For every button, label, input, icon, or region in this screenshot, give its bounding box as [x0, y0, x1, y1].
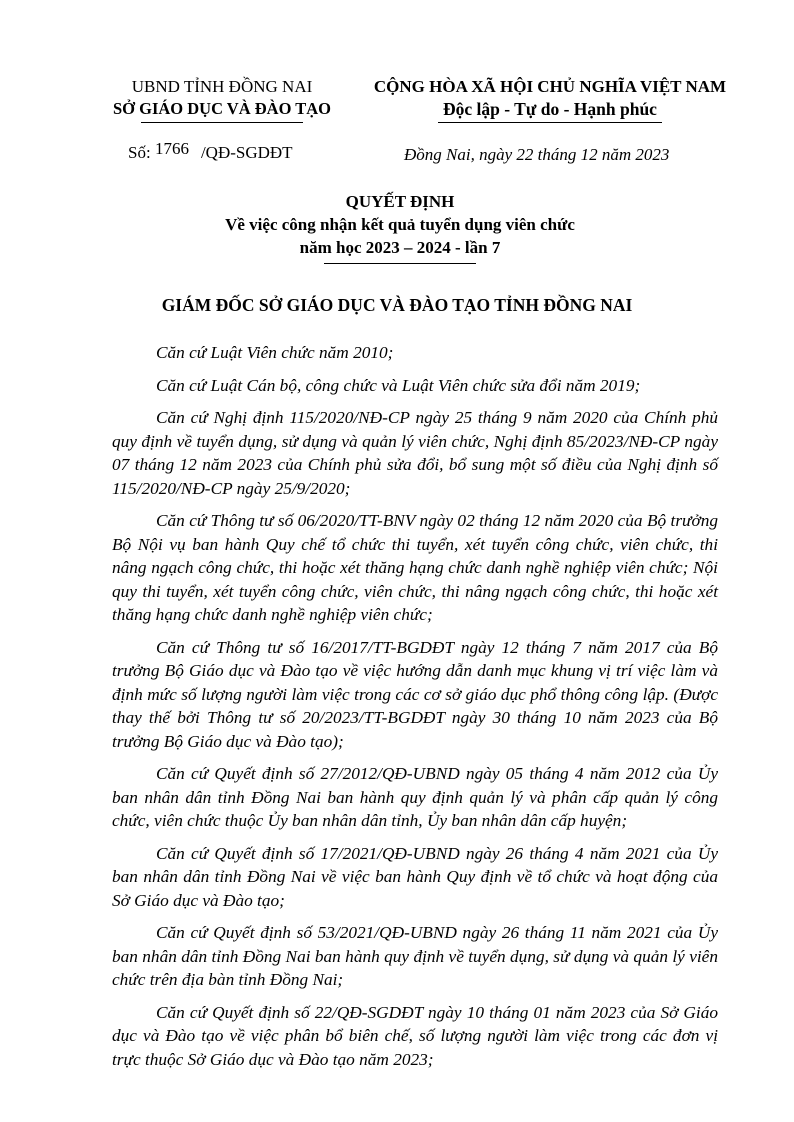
- org-province: UBND TỈNH ĐỒNG NAI: [131, 77, 313, 96]
- legal-basis-paragraph: Căn cứ Nghị định 115/2020/NĐ-CP ngày 25 tháng 9 năm 2020 của Chính phủ quy định về tuyển dụng, sử dụng và quản lý viên chức, Nghị định 85/2023/NĐ-CP ngày 07 tháng 12 năm 2023 của Chính phủ sửa đổi, bổ sung một số điều của Nghị định số 115/2020/NĐ-CP ngày 25/9/2020;: [112, 408, 718, 498]
- title-underline: [324, 263, 476, 264]
- legal-basis-paragraph: Căn cứ Luật Cán bộ, công chức và Luật Viên chức sửa đổi năm 2019;: [156, 375, 641, 395]
- title-line2: Về việc công nhận kết quả tuyển dụng viên chức: [225, 215, 575, 234]
- number-prefix: Số:: [128, 143, 151, 162]
- legal-basis-paragraph: Căn cứ Luật Viên chức năm 2010;: [156, 343, 394, 362]
- place-date: Đồng Nai, ngày 22 tháng 12 năm 2023: [404, 145, 670, 164]
- document-title: [110, 191, 690, 264]
- title-line3: năm học 2023 – 2024 - lần 7: [299, 238, 501, 257]
- legal-basis-paragraph: Căn cứ Quyết định số 22/QĐ-SGDĐT ngày 10 tháng 01 năm 2023 của Sở Giáo dục và Đào tạo về việc phân bổ biên chế, số lượng người làm việc trong các đơn vị trực thuộc Sở Giáo dục và Đào tạo năm 2023;: [112, 1002, 718, 1069]
- document-number: [128, 139, 293, 164]
- national-heading: [360, 76, 740, 123]
- legal-basis: [112, 341, 718, 1080]
- number-suffix: /QĐ-SGDĐT: [200, 143, 293, 162]
- legal-basis-paragraph: Căn cứ Thông tư số 06/2020/TT-BNV ngày 02 tháng 12 năm 2020 của Bộ trưởng Bộ Nội vụ ban hành Quy chế tổ chức thi tuyển, xét tuyển công chức, viên chức, thi nâng ngạch công chức, thi hoặc xét thăng hạng chức danh nghề nghiệp viên chức; Nội quy thi tuyển, xét tuyển công chức, viên chức, thi nâng ngạch công chức, thi hoặc xét thăng hạng chức danh nghề nghiệp viên chức;: [112, 511, 718, 624]
- title-line1: QUYẾT ĐỊNH: [345, 192, 455, 211]
- legal-basis-paragraph: Căn cứ Quyết định số 27/2012/QĐ-UBND ngày 05 tháng 4 năm 2012 của Ủy ban nhân dân tỉnh Đồng Nai ban hành quy định quản lý và phân cấp quản lý công chức, viên chức thuộc Ủy ban nhân dân tỉnh, Ủy ban nhân dân cấp huyện;: [112, 764, 718, 830]
- issuing-authority: GIÁM ĐỐC SỞ GIÁO DỤC VÀ ĐÀO TẠO TỈNH ĐỒNG NAI: [161, 295, 633, 315]
- issuing-organization: [96, 76, 348, 123]
- nation-underline: [438, 122, 662, 123]
- org-department: SỞ GIÁO DỤC VÀ ĐÀO TẠO: [112, 99, 332, 118]
- nation-name: CỘNG HÒA XÃ HỘI CHỦ NGHĨA VIỆT NAM: [373, 77, 727, 96]
- nation-motto: Độc lập - Tự do - Hạnh phúc: [443, 99, 657, 119]
- legal-basis-paragraph: Căn cứ Thông tư số 16/2017/TT-BGDĐT ngày 12 tháng 7 năm 2017 của Bộ trưởng Bộ Giáo dục và Đào tạo về việc hướng dẫn danh mục khung vị trí việc làm và định mức số lượng người làm việc trong các cơ sở giáo dục phổ thông công lập. (Được thay thế bởi Thông tư số 20/2023/TT-BGDĐT ngày 30 tháng 10 năm 2023 của Bộ trưởng Bộ Giáo dục và Đào tạo);: [112, 637, 718, 751]
- org-underline: [141, 122, 303, 123]
- number-value: 1766: [154, 139, 189, 158]
- legal-basis-paragraph: Căn cứ Quyết định số 53/2021/QĐ-UBND ngày 26 tháng 11 năm 2021 của Ủy ban nhân dân tỉnh Đồng Nai ban hành quy định về tuyển dụng, sử dụng và quản lý viên chức trên địa bàn tỉnh Đồng Nai;: [112, 923, 718, 989]
- legal-basis-paragraph: Căn cứ Quyết định số 17/2021/QĐ-UBND ngày 26 tháng 4 năm 2021 của Ủy ban nhân dân tỉnh Đồng Nai về việc ban hành Quy định về tổ chức và hoạt động của Sở Giáo dục và Đào tạo;: [112, 843, 718, 910]
